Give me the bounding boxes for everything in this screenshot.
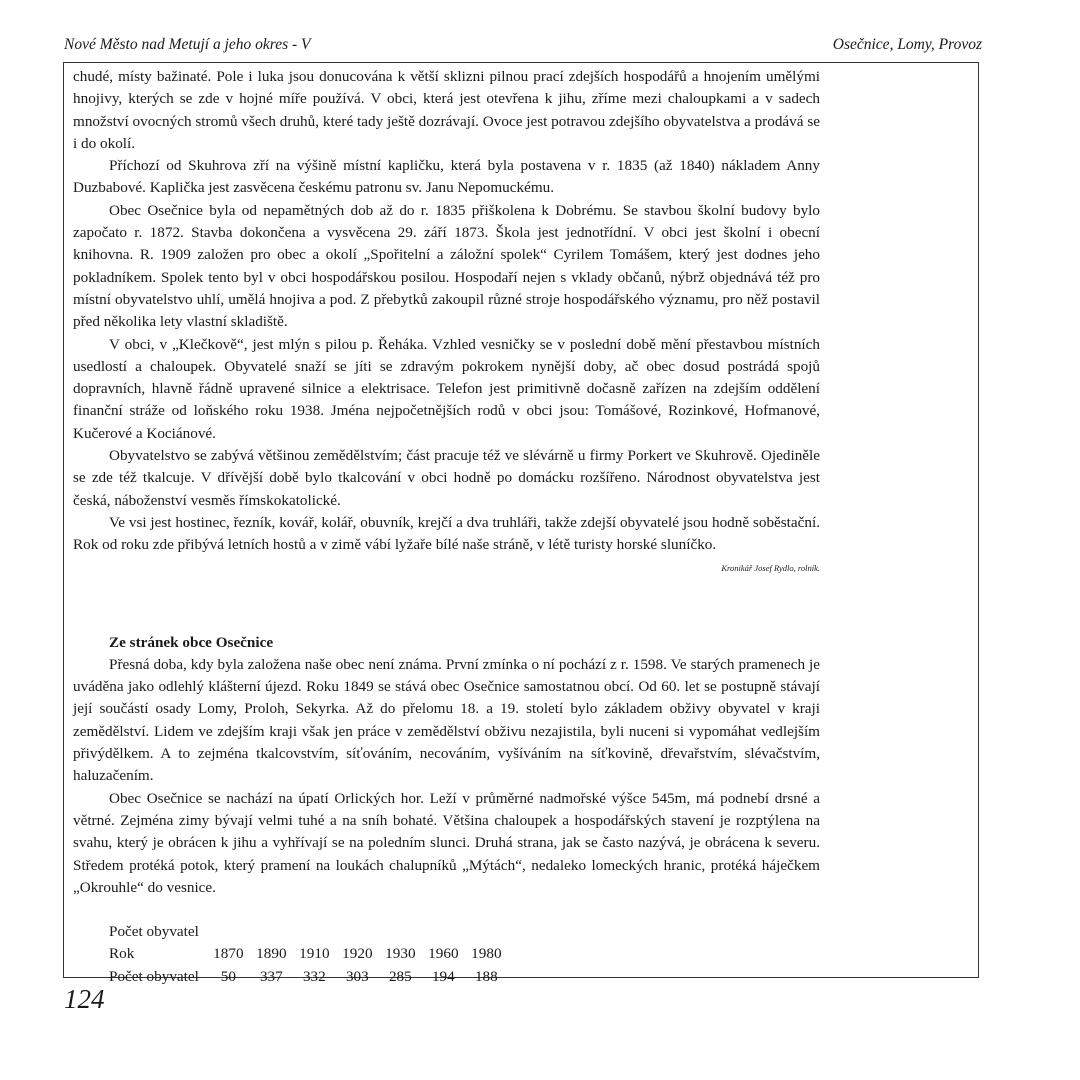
year-cell: 1920 bbox=[342, 945, 373, 963]
count-cell: 188 bbox=[474, 967, 498, 985]
population-title: Počet obyvatel bbox=[109, 923, 199, 941]
header-book-title: Nové Město nad Metují a jeho okres - V bbox=[64, 36, 311, 53]
year-cell: 1980 bbox=[471, 945, 502, 963]
page-content bbox=[73, 66, 820, 988]
section-title: Ze stránek obce Osečnice bbox=[109, 633, 274, 651]
count-cell: 285 bbox=[388, 967, 412, 985]
count-cell: 194 bbox=[431, 967, 455, 985]
count-cell: 50 bbox=[220, 967, 236, 985]
year-cell: 1930 bbox=[385, 945, 416, 963]
header-chapter-title: Osečnice, Lomy, Provoz bbox=[832, 36, 982, 53]
table-row bbox=[109, 943, 508, 965]
count-cell: 303 bbox=[345, 967, 369, 985]
paragraph: chudé, místy bažinaté. Pole i luka jsou donucována k větší sklizni pilnou prací zdejších hospodářů a hnojením umělými hnojivy, kterých se zde v hojné míře používá. V obci, která jest otevřena k jihu, zříme mezi chaloupkami a v sadech množství ovocných stromů všech druhů, které tady ještě dozrávají. Ovoce jest potravou zdejšího obyvatelstva a prodává se i do okolí. bbox=[73, 68, 820, 152]
paragraph: Příchozí od Skuhrova zří na výšině místní kapličku, která byla postavena v r. 1835 (až 1840) nákladem Anny Duzbabové. Kaplička jest zasvěcena českému patronu sv. Janu Nepomuckému. bbox=[73, 157, 820, 197]
year-row-label: Rok bbox=[109, 945, 135, 963]
year-cell: 1910 bbox=[299, 945, 330, 963]
paragraph: V obci, v „Klečkově“, jest mlýn s pilou p. Řeháka. Vzhled vesničky se v poslední době mění přestavbou místních usedlostí a chaloupek. Obyvatelé snaží se jíti se zdravým pokrokem nynější doby, ač obec dosud postrádá spojů dopravních, hlavně řádně upravené silnice a elektrisace. Telefon jest primitivně dočasně zařízen na zdejším oddělení finanční stráže od loňského roku 1938. Jména nejpočetnějších rodů v obci jsou: Tomášové, Rozinkové, Hofmanové, Kučerové a Kociánové. bbox=[73, 335, 820, 442]
count-cell: 332 bbox=[302, 967, 326, 985]
paragraph: Ve vsi jest hostinec, řezník, kovář, kolář, obuvník, krejčí a dva truhláři, takže zdejší obyvatelé jsou hodně soběstační. Rok od roku zde přibývá letních hostů a v zimě vábí lyžaře bílé naše stráně, v létě turisty horské sluníčko. bbox=[73, 513, 820, 554]
paragraph: Obec Osečnice byla od nepamětných dob až do r. 1835 přiškolena k Dobrému. Se stavbou školní budovy bylo započato r. 1872. Stavba dokončena a vysvěcena 29. září 1873. Škola jest jednotřídní. V obci jest školní i obecní knihovna. R. 1909 založen pro obec a okolí „Spořitelní a záložní spolek“ Cyrilem Tomášem, který jest dodnes jeho pokladníkem. Spolek tento byl v obci hospodářskou posilou. Hospodaří nejen s vklady občanů, nýbrž objednává též pro místní obyvatelstvo uhlí, umělá hnojiva a pod. Z přebytků zakoupil různé stroje hospodářského významu, pro něž postavil před několika lety vlastní skladiště. bbox=[73, 201, 820, 331]
page-number: 124 bbox=[64, 984, 105, 1014]
count-cell: 337 bbox=[259, 967, 283, 985]
running-header bbox=[64, 36, 982, 58]
year-cell: 1890 bbox=[256, 945, 287, 963]
chronicler-signature: Kronikář Josef Rydlo, rolník. bbox=[721, 562, 820, 573]
table-row bbox=[109, 966, 508, 988]
paragraph: Obyvatelstvo se zabývá většinou zemědělstvím; část pracuje též ve slévárně u firmy Porkert ve Skuhrově. Ojediněle se zde též tkalcuje. V dřívější době bylo tkalcování v obci hodně po domácku rozšířeno. Národnost obyvatelstva jest česká, náboženství vesměs římskokatolické. bbox=[73, 447, 820, 509]
population-table bbox=[109, 943, 508, 988]
paragraph: Obec Osečnice se nachází na úpatí Orlických hor. Leží v průměrné nadmořské výšce 545m, má podnebí drsné a větrné. Zejména zimy bývají velmi tuhé a na sníh bohaté. Většina chaloupek a hospodářských stavení je rozptýlena na svahu, který je obrácen k jihu a vyhřívají se na poledním slunci. Druhá strana, jak se často nazývá, je obrácena k severu. Středem protéká potok, který pramení na loukách chalupníků „Mýtách“, nedaleko lomeckých hranic, protéká háječkem „Okrouhle“ do vesnice. bbox=[73, 789, 820, 896]
year-cell: 1960 bbox=[428, 945, 459, 963]
year-cell: 1870 bbox=[213, 945, 244, 963]
count-row-label: Počet obyvatel bbox=[109, 967, 199, 985]
paragraph: Přesná doba, kdy byla založena naše obec není známa. První zmínka o ní pochází z r. 1598. Ve starých pramenech je uváděna jako odlehlý klášterní újezd. Roku 1849 se stává obec Osečnice samostatnou obcí. Od 60. let se postupně stávají její součástí osady Lomy, Proloh, Sekyrka. Až do přelomu 18. a 19. století bylo základem obživy obyvatel v kraji zemědělství. Lidem ve zdejším kraji však jen práce v zemědělství obživu nezajistila, byli nuceni si vypomáhat vedlejším přivýdělkem. A to zejména tkalcovstvím, síťováním, necováním, vyšíváním na síťkovině, dřevařstvím, slévačstvím, haluzačením. bbox=[73, 655, 820, 785]
